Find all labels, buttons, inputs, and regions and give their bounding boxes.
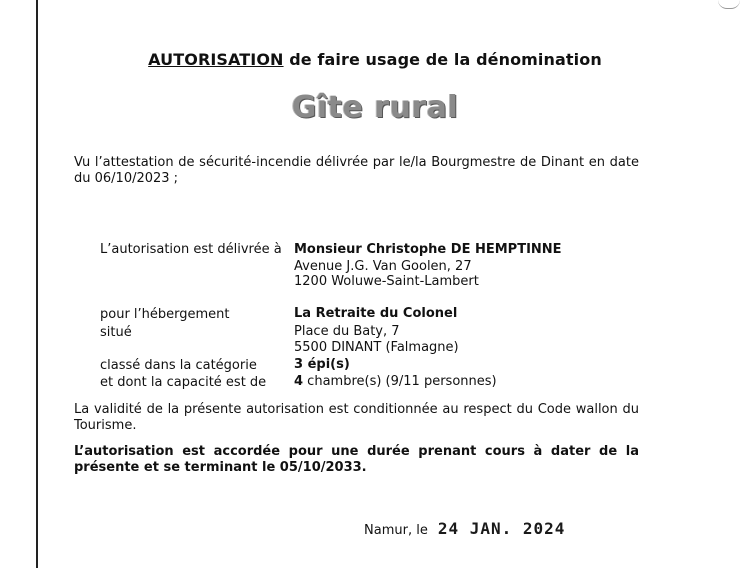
capacity-label: et dont la capacité est de — [100, 375, 267, 390]
holder-label: L’autorisation est délivrée à — [100, 242, 282, 257]
heading-underlined-word: AUTORISATION — [148, 50, 284, 69]
heading-rest: de faire usage de la dénomination — [283, 50, 602, 69]
holder-address-line1: Avenue J.G. Van Goolen, 27 — [294, 259, 472, 274]
capacity-value — [294, 374, 497, 390]
intro-paragraph: Vu l’attestation de sécurité-incendie délivrée par le/la Bourgmestre de Dinant en date du 06/10/2023 ; — [74, 155, 639, 186]
validity-paragraph: La validité de la présente autorisation est conditionnée au respect du Code wallon du Tourisme. — [74, 402, 639, 433]
capacity-rooms: 4 — [294, 374, 304, 389]
lodging-name: La Retraite du Colonel — [294, 306, 458, 321]
category-value: 3 épi(s) — [294, 357, 350, 372]
signature-date — [364, 519, 565, 538]
document-heading — [0, 50, 750, 69]
capacity-rest: chambre(s) (9/11 personnes) — [303, 374, 497, 389]
location-line1: Place du Baty, 7 — [294, 324, 400, 339]
category-label: classé dans la catégorie — [100, 358, 257, 373]
location-label: situé — [100, 325, 132, 340]
holder-name: Monsieur Christophe DE HEMPTINNE — [294, 242, 562, 257]
lodging-label: pour l’hébergement — [100, 307, 230, 322]
location-line2: 5500 DINANT (Falmagne) — [294, 340, 459, 355]
date-stamp: 24 JAN. 2024 — [437, 519, 566, 538]
duration-paragraph: L’autorisation est accordée pour une durée prenant cours à dater de la présente et se terminant le 05/10/2033. — [74, 444, 639, 475]
signature-place: Namur, le — [364, 523, 428, 538]
document-title: Gîte rural — [291, 90, 459, 125]
holder-address-line2: 1200 Woluwe-Saint-Lambert — [294, 274, 479, 289]
